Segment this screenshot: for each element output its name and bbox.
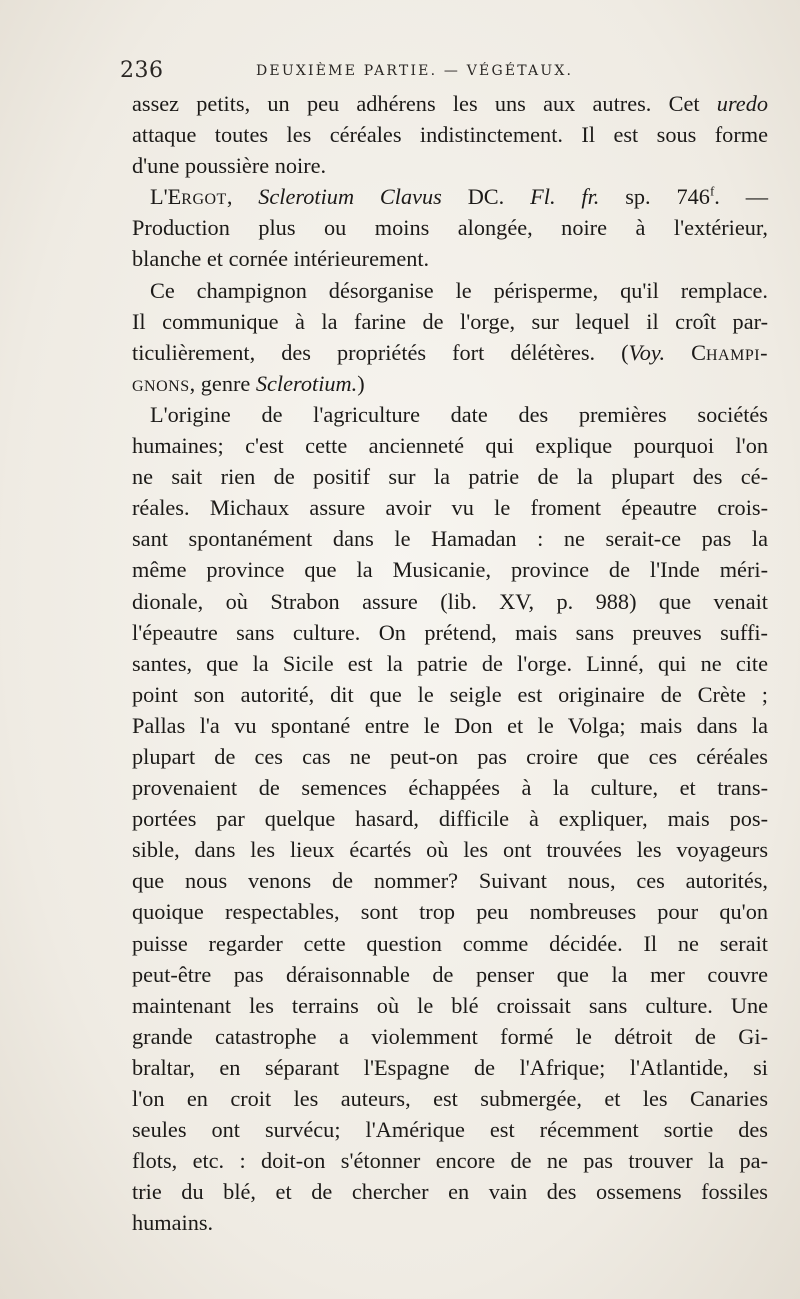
text-segment: L'E: [150, 184, 182, 210]
text-segment: maintenant les terrains où le blé croissait sans culture. Une: [132, 992, 768, 1018]
text-segment: d'une poussière noire.: [132, 153, 327, 179]
text-segment: humaines; c'est cette ancienneté qui explique pourquoi l'on: [132, 433, 768, 459]
text-line: [132, 1207, 768, 1238]
text-segment: rgot: [181, 184, 227, 210]
text-line: [132, 679, 768, 710]
text-segment: seules ont survécu; l'Amérique est récemment sortie des: [132, 1117, 768, 1143]
text-segment: ne sait rien de positif sur la patrie de la plupart des cé-: [132, 464, 768, 490]
text-line: [132, 959, 768, 990]
text-segment: provenaient de semences échappées à la culture, et trans-: [132, 775, 768, 801]
text-line: [132, 181, 768, 212]
text-segment: Sclerotium Clavus: [258, 184, 442, 210]
text-segment: Production plus ou moins alongée, noire à l'extérieur,: [132, 215, 768, 241]
text-line: [132, 275, 768, 306]
text-segment: Ce champignon désorganise le périsperme, qu'il remplace.: [150, 277, 768, 303]
text-segment: f: [709, 183, 715, 199]
running-head: DEUXIÈME PARTIE. — VÉGÉTAUX.: [256, 63, 574, 79]
text-segment: blanche et cornée intérieurement.: [132, 246, 430, 272]
text-segment: hampi-: [706, 339, 768, 365]
text-line: [132, 119, 768, 150]
text-segment: l'épeautre sans culture. On prétend, mais sans preuves suffi-: [132, 619, 768, 645]
text-segment: puisse regarder cette question comme décidée. Il ne serait: [132, 930, 768, 956]
paragraph: [132, 181, 768, 274]
text-segment: , genre: [189, 370, 256, 396]
text-segment: même province que la Musicanie, province de l'Inde méri-: [132, 557, 768, 583]
text-line: [132, 306, 768, 337]
paragraph: [132, 399, 768, 1239]
text-line: [132, 710, 768, 741]
text-line: [132, 368, 768, 399]
paragraph: [132, 275, 768, 399]
text-line: [132, 554, 768, 585]
text-line: [132, 772, 768, 803]
text-segment: sant spontanément dans le Hamadan : ne serait-ce pas la: [132, 526, 768, 552]
text-segment: assez petits, un peu adhérens les uns aux autres. Cet: [132, 91, 717, 116]
text-segment: réales. Michaux assure avoir vu le froment épeautre crois-: [132, 495, 768, 521]
text-line: [132, 1021, 768, 1052]
text-segment: humains.: [132, 1210, 214, 1236]
text-line: [132, 1145, 768, 1176]
text-line: [132, 834, 768, 865]
text-segment: grande catastrophe a violemment formé le détroit de Gi-: [132, 1023, 768, 1049]
page-number: 236: [120, 58, 164, 83]
text-line: [132, 1052, 768, 1083]
text-line: [132, 648, 768, 679]
text-line: [132, 1083, 768, 1114]
text-line: [132, 88, 768, 119]
text-segment: quoique respectables, sont trop peu nombreuses pour qu'on: [132, 899, 768, 925]
text-segment: que nous venons de nommer? Suivant nous, ces autorités,: [132, 868, 768, 894]
text-line: [132, 399, 768, 430]
text-segment: ): [357, 370, 365, 396]
text-segment: gnons: [132, 370, 190, 396]
text-line: [132, 617, 768, 648]
text-segment: Fl. fr.: [530, 184, 600, 210]
text-segment: dionale, où Strabon assure (lib. XV, p. 988) que venait: [132, 588, 768, 614]
text-segment: sible, dans les lieux écartés où les ont trouvées les voyageurs: [132, 837, 768, 863]
text-segment: attaque toutes les céréales indistinctement. Il est sous forme: [132, 122, 768, 148]
text-segment: DC.: [441, 184, 531, 210]
text-segment: Voy.: [628, 339, 666, 365]
body-text: [132, 88, 768, 1238]
text-line: [132, 523, 768, 554]
text-line: [132, 461, 768, 492]
text-line: [132, 865, 768, 896]
text-segment: plupart de ces cas ne peut-on pas croire que ces céréales: [132, 743, 768, 769]
text-line: [132, 243, 768, 274]
text-segment: . —: [714, 184, 769, 210]
text-line: [132, 803, 768, 834]
text-line: [132, 212, 768, 243]
text-segment: ,: [226, 184, 259, 210]
text-segment: Sclerotium.: [255, 370, 358, 396]
text-line: [132, 430, 768, 461]
text-line: [132, 337, 768, 368]
text-line: [132, 896, 768, 927]
text-segment: ticulièrement, des propriétés fort délétères. (: [132, 339, 629, 365]
text-line: [132, 492, 768, 523]
text-line: [132, 150, 768, 181]
page-header: [120, 58, 780, 88]
text-line: [132, 1176, 768, 1207]
text-segment: sp. 746: [599, 184, 710, 210]
text-segment: braltar, en séparant l'Espagne de l'Afrique; l'Atlantide, si: [132, 1054, 768, 1080]
text-segment: point son autorité, dit que le seigle est originaire de Crète ;: [132, 681, 768, 707]
text-line: [132, 586, 768, 617]
paragraph: [132, 88, 768, 181]
text-line: [132, 928, 768, 959]
text-line: [132, 741, 768, 772]
text-segment: santes, que la Sicile est la patrie de l'orge. Linné, qui ne cite: [132, 650, 768, 676]
text-segment: l'on en croit les auteurs, est submergée, et les Canaries: [132, 1086, 768, 1111]
text-segment: Pallas l'a vu spontané entre le Don et le Volga; mais dans la: [132, 712, 768, 738]
text-segment: L'origine de l'agriculture date des premières sociétés: [150, 401, 768, 427]
text-segment: trie du blé, et de chercher en vain des ossemens fossiles: [132, 1179, 768, 1205]
text-segment: portées par quelque hasard, difficile à expliquer, mais pos-: [132, 806, 768, 832]
text-segment: peut-être pas déraisonnable de penser que la mer couvre: [132, 961, 768, 987]
text-line: [132, 990, 768, 1021]
text-segment: Il communique à la farine de l'orge, sur lequel il croît par-: [132, 308, 768, 334]
text-segment: C: [665, 339, 706, 365]
text-segment: flots, etc. : doit-on s'étonner encore de ne pas trouver la pa-: [132, 1148, 768, 1174]
text-segment: uredo: [716, 91, 768, 116]
text-line: [132, 1114, 768, 1145]
